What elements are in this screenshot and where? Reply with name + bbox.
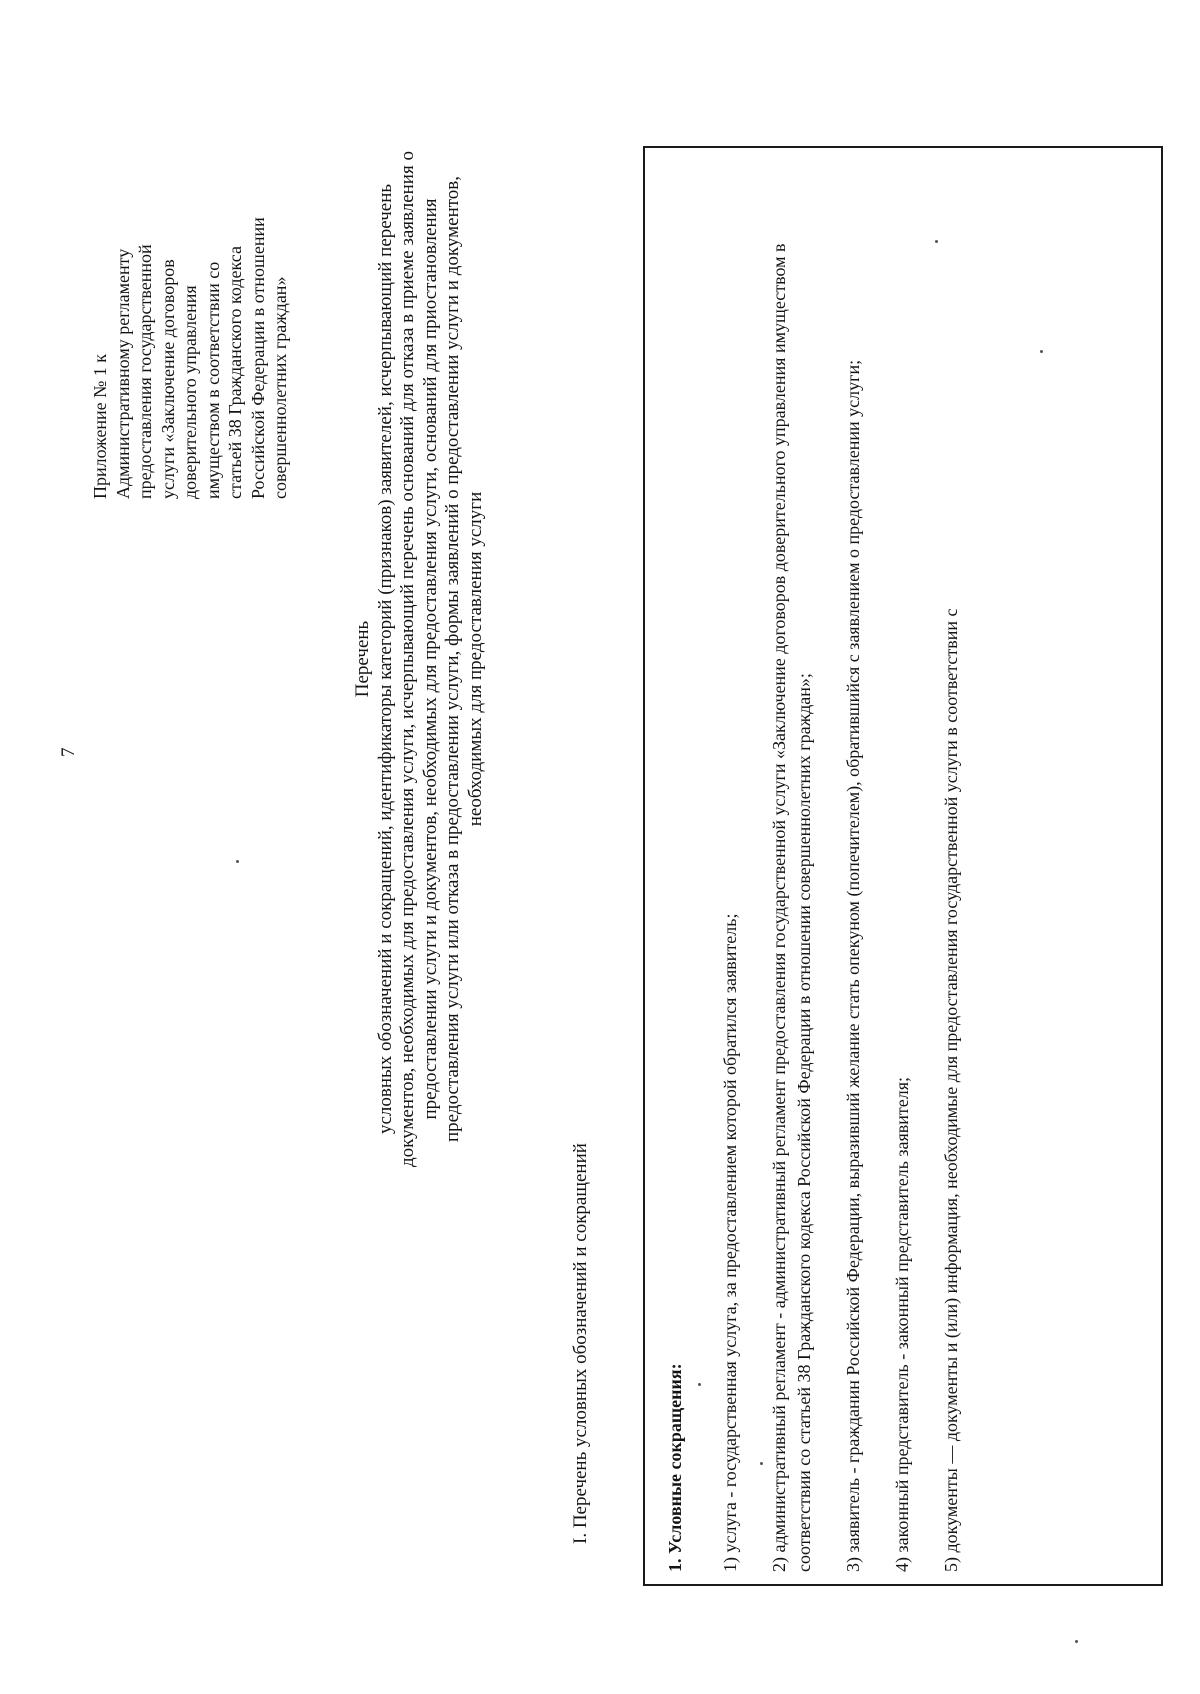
abbreviations-table (643, 146, 1163, 1586)
table-row: 4) законный представитель - законный представитель заявителя; (892, 1076, 912, 1572)
appendix-line: статьей 38 Гражданского кодекса (225, 246, 245, 499)
heading-line: условных обозначений и сокращений, идентификаторы категорий (признаков) заявителей, исчерпывающий перечень (374, 183, 396, 1135)
appendix-line: доверительного управления (180, 285, 200, 499)
heading-line: предоставлении услуги и документов, необходимых для предоставления услуги, оснований для приостановления (419, 198, 441, 1120)
appendix-line: Российской Федерации в отношении (247, 217, 268, 499)
section-title: I. Перечень условных обозначений и сокращений (570, 1143, 591, 1544)
scan-speck (236, 860, 239, 863)
scan-speck (935, 240, 938, 243)
appendix-block (89, 91, 292, 499)
table-row: 1) услуга - государственная услуга, за предоставлением которой обратился заявитель; (720, 913, 740, 1572)
table-row: 2) административный регламент - административный регламент предоставления государственной услуги «Заключение договоров доверительного управления имуществом в соответствии со статьей 38 Гражданского кодекса Российской Федерации в отношении совершеннолетних граждан»; (769, 243, 814, 1572)
appendix-line: Административному регламенту (112, 248, 133, 499)
page-number: 7 (58, 747, 79, 757)
table-row: 3) заявитель - гражданин Российской Федерации, выразивший желание стать опекуном (попечителем), обратившийся с заявлением о предоставлении услуги; (843, 359, 863, 1572)
scan-speck (698, 1383, 701, 1386)
scan-speck (1040, 350, 1043, 353)
heading-line: документов, необходимых для предоставления услуги, исчерпывающий перечень оснований для отказа в приеме заявления о (397, 151, 418, 1167)
appendix-line: Приложение № 1 к (90, 353, 110, 499)
appendix-line: совершеннолетних граждан» (270, 276, 290, 499)
appendix-line: предоставления государственной (135, 244, 155, 499)
scan-speck (760, 1462, 763, 1465)
heading-line: необходимых для предоставления услуги (464, 491, 486, 827)
heading-title: Перечень (352, 620, 373, 698)
table-row: 5) документы — документы и (или) информация, необходимые для предоставления государственной услуги в соответствии с (941, 608, 961, 1572)
document-heading (352, 44, 487, 1274)
scan-speck (1075, 1640, 1078, 1643)
heading-line: предоставления услуги или отказа в предоставлении услуги, формы заявлений о предоставлении услуги и документов, (442, 175, 463, 1143)
table-header: 1. Условные сокращения: (665, 1363, 685, 1572)
appendix-line: услуги «Заключение договоров (157, 259, 178, 499)
appendix-line: имуществом в соответствии со (202, 261, 223, 499)
